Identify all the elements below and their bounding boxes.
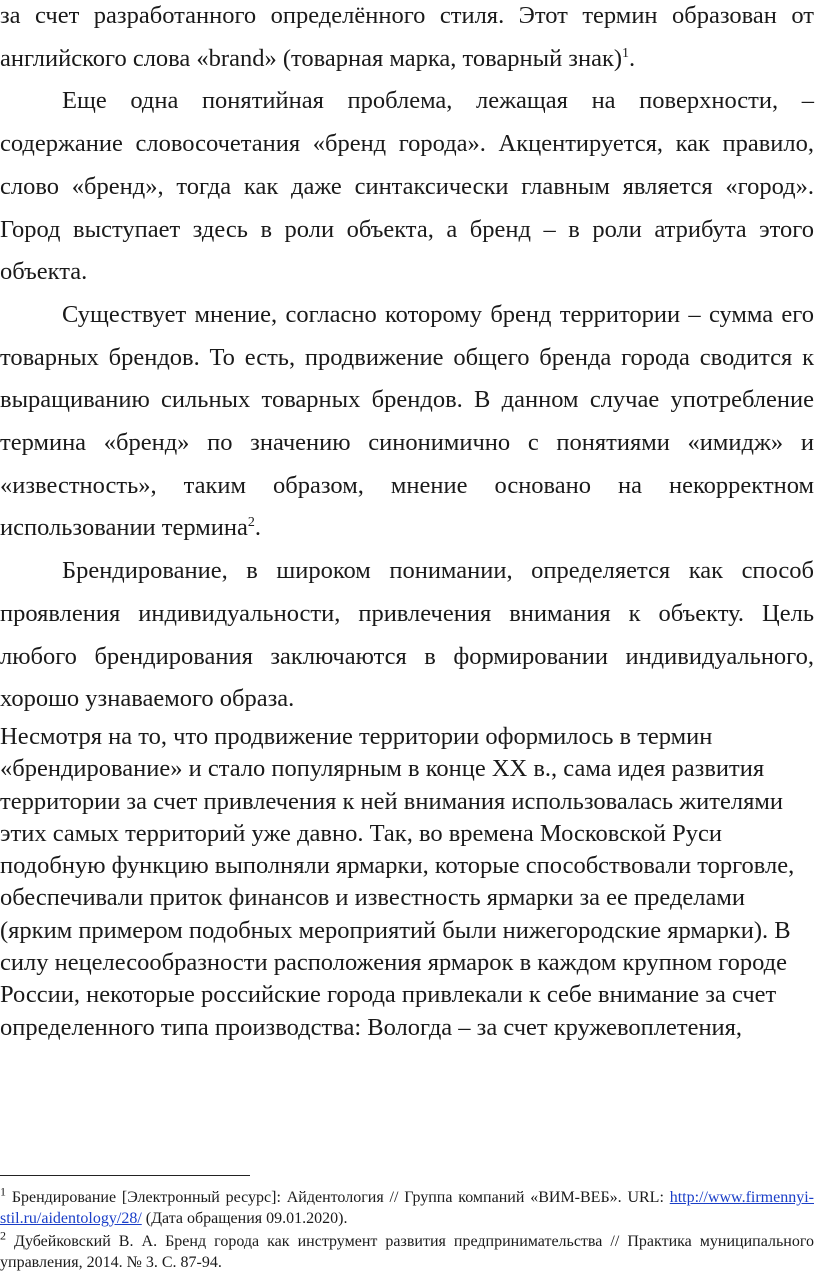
footnote-separator <box>0 1175 250 1176</box>
footnote-2-text: Дубейковский В. А. Бренд города как инструмент развития предпринимательства // Практика муниципального управления, 2014. № 3. С. 87-94. <box>0 1233 814 1271</box>
footnote-1-text: Брендирование [Электронный ресурс]: Айдентология // Группа компаний «ВИМ-ВЕБ». URL: <box>6 1189 670 1206</box>
paragraph-3 <box>0 294 814 550</box>
footnote-1-tail: (Дата обращения 09.01.2020). <box>141 1210 348 1227</box>
paragraph-1-end: . <box>629 44 636 72</box>
paragraph-4: Брендирование, в широком понимании, определяется как способ проявления индивидуальности, привлечения внимания к объекту. Цель любого брендирования заключаются в формировании индивидуального, хорошо узнаваемого образа. <box>0 557 814 713</box>
paragraph-3-text: Существует мнение, согласно которому бренд территории – сумма его товарных брендов. То есть, продвижение общего бренда города сводится к выращиванию сильных товарных брендов. В данном случае употребление термина «бренд» по значению синонимично с понятиями «имидж» и «известность», таким образом, мнение основано на некорректном использовании термина <box>0 300 814 542</box>
footnote-ref-1[interactable]: 1 <box>622 45 630 61</box>
paragraph-2: Еще одна понятийная проблема, лежащая на поверхности, – содержание словосочетания «бренд города». Акцентируется, как правило, слово «бренд», тогда как даже синтаксически главным является «город». Город выступает здесь в роли объекта, а бренд – в роли атрибута этого объекта. <box>0 87 814 286</box>
footnote-1-number: 1 <box>0 1184 6 1199</box>
footnote-ref-2[interactable]: 2 <box>247 515 255 531</box>
footnotes <box>0 1184 816 1275</box>
paragraph-3-end: . <box>254 514 261 542</box>
paragraph-1-text: за счет разработанного определённого стиля. Этот термин образован от английского слова «brand» (товарная марка, товарный знак) <box>0 2 814 72</box>
paragraph-1 <box>0 0 814 80</box>
footnote-1-link[interactable]: http://www.firmennyi-stil.ru/aidentology/28/ <box>0 1189 814 1227</box>
paragraph-5: Несмотря на то, что продвижение территории оформилось в термин «брендирование» и стало популярным в конце XX в., сама идея развития территории за счет привлечения к ней внимания использовалась жителями этих самых территорий уже давно. Так, во времена Московской Руси подобную функцию выполняли ярмарки, которые способствовали торговле, обеспечивали приток финансов и известность ярмарки за ее пределами (ярким примером подобных мероприятий были нижегородские ярмарки). В силу нецелесообразности расположения ярмарок в каждом крупном городе России, некоторые российские города привлекали к себе внимание за счет определенного типа производства: Вологда – за счет кружевоплетения, <box>0 722 795 1041</box>
footnote-1 <box>0 1184 814 1229</box>
footnote-2 <box>0 1228 814 1273</box>
footnote-2-number: 2 <box>0 1228 6 1243</box>
